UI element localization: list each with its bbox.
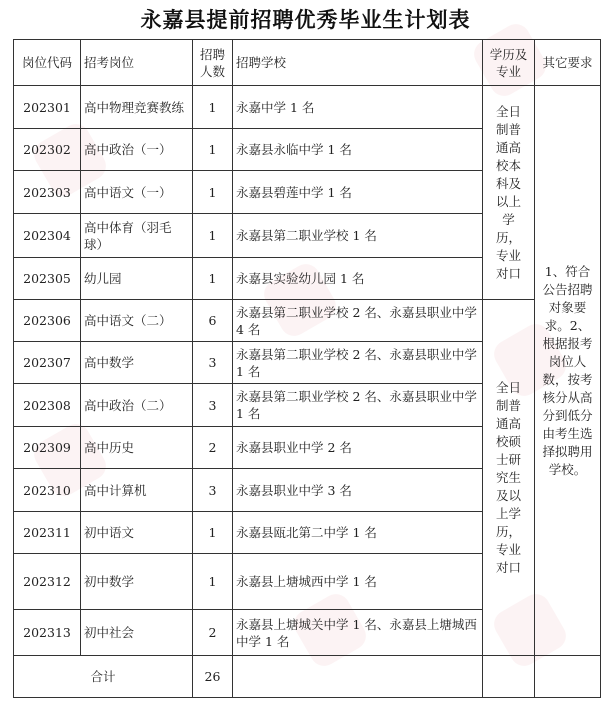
row-count: 3: [193, 342, 233, 384]
row-count: 1: [193, 214, 233, 258]
row-school: 永嘉县第二职业学校 2 名、永嘉县职业中学 1 名: [233, 384, 483, 427]
row-position: 初中数学: [81, 554, 193, 610]
row-code: 202307: [14, 342, 81, 384]
row-school: 永嘉县第二职业学校 2 名、永嘉县职业中学 1 名: [233, 342, 483, 384]
row-code: 202311: [14, 512, 81, 554]
page-title: 永嘉县提前招聘优秀毕业生计划表: [140, 8, 471, 32]
total-count: 26: [193, 656, 233, 698]
row-count: 2: [193, 610, 233, 656]
total-row: [14, 656, 601, 698]
row-code: 202308: [14, 384, 81, 427]
row-position: 高中体育（羽毛球）: [81, 214, 193, 258]
row-count: 1: [193, 129, 233, 171]
row-count: 1: [193, 171, 233, 214]
edu-requirement-master: 全日制普通高校硕士研究生及以上学历，专业对口: [483, 300, 535, 656]
table-row: [14, 86, 601, 129]
row-school: 永嘉县上塘城西中学 1 名: [233, 554, 483, 610]
row-count: 2: [193, 427, 233, 469]
row-code: 202306: [14, 300, 81, 342]
recruitment-table: [13, 39, 601, 698]
header-position: 招考岗位: [81, 40, 193, 86]
row-count: 1: [193, 554, 233, 610]
total-school-empty: [233, 656, 483, 698]
row-count: 1: [193, 258, 233, 300]
row-school: 永嘉县碧莲中学 1 名: [233, 171, 483, 214]
header-other: 其它要求: [535, 40, 601, 86]
row-count: 6: [193, 300, 233, 342]
row-count: 1: [193, 512, 233, 554]
row-school: 永嘉县永临中学 1 名: [233, 129, 483, 171]
header-count: 招聘 人数: [193, 40, 233, 86]
row-count: 3: [193, 469, 233, 512]
row-count: 1: [193, 86, 233, 129]
row-position: 高中政治（一）: [81, 129, 193, 171]
row-code: 202313: [14, 610, 81, 656]
row-code: 202301: [14, 86, 81, 129]
row-school: 永嘉县第二职业学校 2 名、永嘉县职业中学 4 名: [233, 300, 483, 342]
row-position: 高中数学: [81, 342, 193, 384]
row-code: 202304: [14, 214, 81, 258]
row-code: 202310: [14, 469, 81, 512]
total-other-empty: [535, 656, 601, 698]
row-position: 高中语文（一）: [81, 171, 193, 214]
header-code: 岗位代码: [14, 40, 81, 86]
row-school: 永嘉县瓯北第二中学 1 名: [233, 512, 483, 554]
row-school: 永嘉县第二职业学校 1 名: [233, 214, 483, 258]
row-count: 3: [193, 384, 233, 427]
row-code: 202309: [14, 427, 81, 469]
row-position: 初中语文: [81, 512, 193, 554]
header-edu: 学历及 专业: [483, 40, 535, 86]
row-code: 202303: [14, 171, 81, 214]
row-position: 高中计算机: [81, 469, 193, 512]
row-school: 永嘉县上塘城关中学 1 名、永嘉县上塘城西中学 1 名: [233, 610, 483, 656]
row-school: 永嘉县实验幼儿园 1 名: [233, 258, 483, 300]
row-position: 高中物理竞赛教练: [81, 86, 193, 129]
other-requirements: 1、符合公告招聘对象要求。2、根据报考岗位人数，按考核分从高分到低分由考生选择拟聘用学校。: [535, 86, 601, 656]
row-position: 高中历史: [81, 427, 193, 469]
row-school: 永嘉县职业中学 2 名: [233, 427, 483, 469]
total-label: 合计: [14, 656, 193, 698]
row-position: 初中社会: [81, 610, 193, 656]
row-code: 202302: [14, 129, 81, 171]
row-position: 幼儿园: [81, 258, 193, 300]
row-code: 202312: [14, 554, 81, 610]
edu-requirement-undergrad: 全日制普通高校本科及以上学历，专业对口: [483, 86, 535, 300]
header-school: 招聘学校: [233, 40, 483, 86]
row-school: 永嘉中学 1 名: [233, 86, 483, 129]
row-position: 高中政治（二）: [81, 384, 193, 427]
table-header-row: [14, 40, 601, 86]
row-position: 高中语文（二）: [81, 300, 193, 342]
total-edu-empty: [483, 656, 535, 698]
table-row: [14, 300, 601, 342]
row-school: 永嘉县职业中学 3 名: [233, 469, 483, 512]
row-code: 202305: [14, 258, 81, 300]
